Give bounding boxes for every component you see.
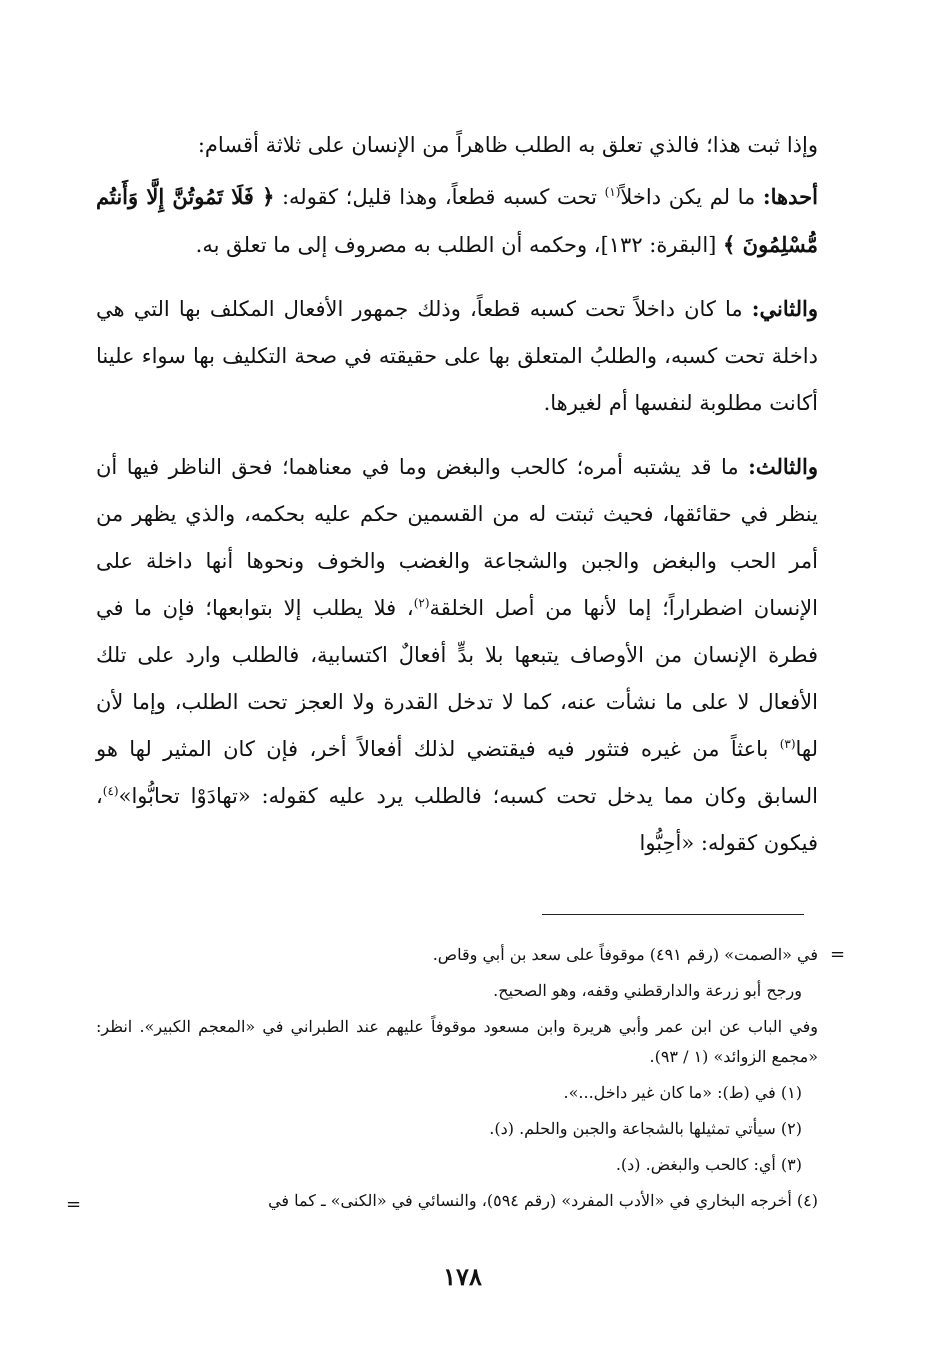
footnote-4: (٤) أخرجه البخاري في «الأدب المفرد» (رقم ٥٩٤)، والنسائي في «الكنى» ـ كما في [268,1191,818,1210]
paragraph-text: [البقرة: ١٣٢]، وحكمه أن الطلب به مصروف إلى ما تعلق به. [195,233,724,257]
footnote-3: (٣) أي: كالحب والبغض. (د). [615,1155,802,1174]
footnote-continued: في «الصمت» (رقم ٤٩١) موقوفاً على سعد بن أبي وقاص. [432,945,818,964]
paragraph-text: ، فلا يطلب إلا بتوابعها؛ فإن ما في فطرة الإنسان من الأوصاف يتبعها بلا بدٍّ أفعالٌ اكتسابية، فالطلب وارد على تلك الأفعال لا على ما نشأت عنه، كما لا تدخل القدرة ولا العجز تحت الطلب، وإما لأن لها [96,596,818,761]
footnote-ref[interactable]: (٣) [779,737,796,751]
paragraph-third-category [96,443,818,867]
footnote-2: (٢) سيأتي تمثيلها بالشجاعة والجبن والحلم. (د). [489,1119,802,1138]
paragraph-second-category [96,285,818,427]
footnote-ref[interactable]: (٢) [413,596,430,610]
page-number: ١٧٨ [443,1262,482,1291]
quran-verse: ﴿ فَلَا تَمُوتُنَّ إِلَّا وَأَنتُم مُّسْلِمُونَ ﴾ [96,184,818,257]
footnote-continuation-marker: = [830,944,846,965]
main-text [96,122,818,883]
paragraph-text: ما قد يشتبه أمره؛ كالحب والبغض وما في معناهما؛ فحق الناظر فيها أن ينظر في حقائقها، فحيث ثبتت له من القسمين حكم عليه بحكمه، والذي يظهر من أمر الحب والبغض والجبن والشجاعة والغضب والخوف ونحوها أنها داخلة على الإنسان اضطراراً؛ إما لأنها من أصل الخلقة [96,455,818,620]
footnote-line: وفي الباب عن ابن عمر وأبي هريرة وابن مسعود موقوفاً عليهم عند الطبراني في «المعجم الكبير». انظر: «مجمع الزوائد» (١ / ٩٣). [96,1017,818,1066]
paragraph-text: باعثاً من غيره فتثور فيه فيقتضي لذلك أفعالاً أخر، فإن كان المثير لها هو السابق وكان مما يدخل تحت كسبه؛ فالطلب يرد عليه كقوله: «تهادَوْا تحابُّوا» [96,737,818,808]
paragraph-lead: والثالث: [748,454,818,479]
footnote-line: ورجح أبو زرعة والدارقطني وقفه، وهو الصحيح. [493,981,802,1000]
paragraph-first-category [96,173,818,269]
footnote-separator [542,914,804,915]
paragraph-lead: والثاني: [751,296,818,321]
paragraph-text: ، فيكون كقوله: «أحِبُّوا [96,784,818,855]
footnote-ref[interactable]: (٤) [102,784,119,798]
footnote-1: (١) في (ط): «ما كان غير داخل...». [563,1083,802,1102]
footnotes [96,940,818,1222]
paragraph-intro: وإذا ثبت هذا؛ فالذي تعلق به الطلب ظاهراً من الإنسان على ثلاثة أقسام: [197,133,818,157]
paragraph-text: تحت كسبه قطعاً، وهذا قليل؛ كقوله: [274,185,605,209]
footnote-ref[interactable]: (١) [604,185,621,199]
paragraph-text: ما كان داخلاً تحت كسبه قطعاً، وذلك جمهور الأفعال المكلف بها التي هي داخلة تحت كسبه، والطلبُ المتعلق بها على حقيقته في صحة التكليف بها سواء علينا أكانت مطلوبة لنفسها أم لغيرها. [96,297,818,415]
footnote-continues-marker: = [66,1194,82,1215]
paragraph-lead: أحدها: [762,184,818,209]
paragraph-text: ما لم يكن داخلاً [620,185,763,209]
